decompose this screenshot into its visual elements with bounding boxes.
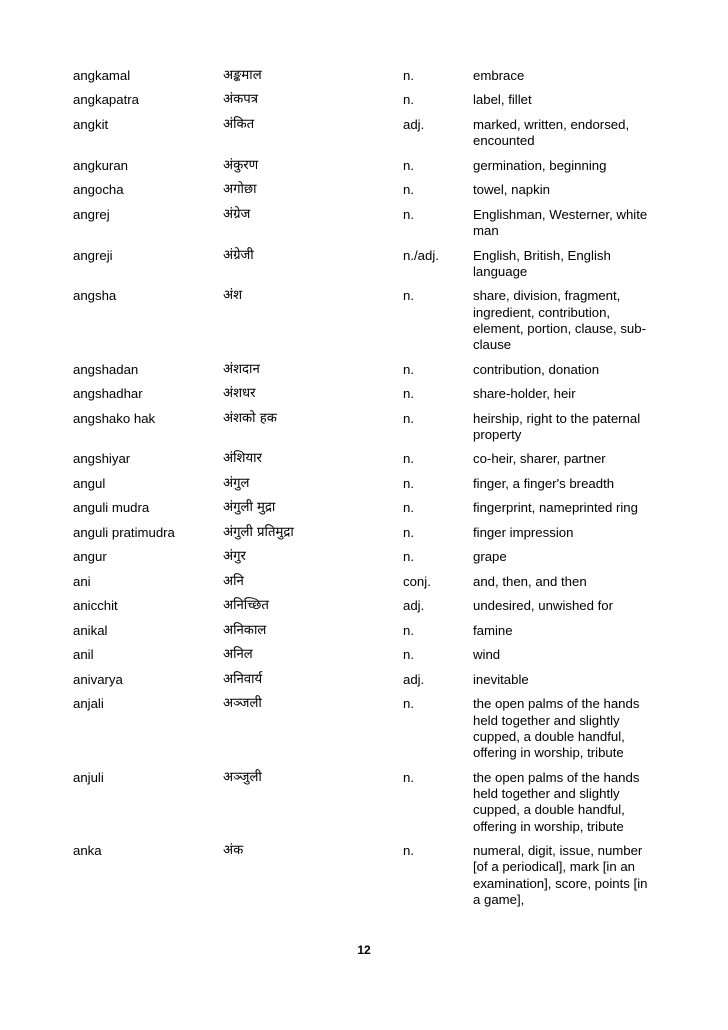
- entry-romanized: anguli mudra: [73, 500, 150, 516]
- entry-part-of-speech: adj.: [403, 671, 425, 687]
- entry-devanagari: अंशियार: [223, 451, 262, 467]
- entry-devanagari: अनिवार्य: [223, 671, 263, 687]
- entry-part-of-speech: n.: [403, 182, 414, 198]
- entry-devanagari: अनिच्छित: [223, 598, 269, 614]
- entry-romanized: angshadan: [73, 361, 139, 377]
- entry-romanized: anka: [73, 843, 102, 858]
- entry-romanized: anikal: [73, 622, 108, 638]
- entry-romanized: angocha: [73, 182, 124, 198]
- entry-devanagari: अंशधर: [223, 386, 256, 402]
- dictionary-entry: [73, 207, 663, 240]
- dictionary-entry: [73, 770, 663, 835]
- entry-romanized: anivarya: [73, 671, 123, 687]
- entry-definition: towel, napkin: [473, 182, 550, 198]
- entry-romanized: angkamal: [73, 68, 131, 83]
- entry-romanized: anjuli: [73, 769, 104, 785]
- entry-devanagari: अंशको हक: [223, 410, 277, 426]
- dictionary-entry: [73, 248, 663, 281]
- dictionary-entry: [73, 68, 663, 84]
- entry-part-of-speech: n.: [403, 524, 414, 540]
- dictionary-entry: [73, 598, 663, 614]
- entry-devanagari: अंग्रेजी: [223, 247, 254, 263]
- entry-definition: wind: [473, 647, 501, 663]
- entry-devanagari: अंगुली मुद्रा: [223, 500, 276, 516]
- entry-part-of-speech: adj.: [403, 116, 425, 132]
- entry-definition: grape: [473, 549, 507, 565]
- entry-definition: inevitable: [473, 671, 529, 687]
- entry-devanagari: अगोछा: [223, 182, 257, 198]
- entry-devanagari: अङ्कमाल: [223, 68, 262, 83]
- entry-part-of-speech: n.: [403, 475, 414, 491]
- entry-romanized: anicchit: [73, 598, 118, 614]
- entry-devanagari: अंशदान: [223, 361, 260, 377]
- entry-part-of-speech: n.: [403, 157, 414, 173]
- dictionary-entry: [73, 182, 663, 198]
- dictionary-entry: [73, 843, 663, 908]
- dictionary-entry: [73, 92, 663, 108]
- entry-part-of-speech: n.: [403, 288, 414, 304]
- entry-part-of-speech: conj.: [403, 573, 431, 589]
- entry-devanagari: अञ्जुली: [223, 769, 262, 785]
- entry-devanagari: अंगुर: [223, 549, 246, 565]
- dictionary-entry: [73, 500, 663, 516]
- entry-devanagari: अंगुल: [223, 475, 250, 491]
- entry-romanized: ani: [73, 573, 91, 589]
- entry-part-of-speech: n.: [403, 68, 414, 83]
- entry-definition: famine: [473, 622, 513, 638]
- entry-part-of-speech: n.: [403, 647, 414, 663]
- entry-part-of-speech: n.: [403, 696, 414, 712]
- entry-definition: fingerprint, nameprinted ring: [473, 500, 638, 516]
- entry-part-of-speech: n.: [403, 410, 414, 426]
- entry-definition: Englishman, Westerner, white man: [473, 206, 648, 239]
- entry-definition: germination, beginning: [473, 157, 607, 173]
- dictionary-entry: [73, 117, 663, 150]
- dictionary-entry: [73, 574, 663, 590]
- page-number: 12: [357, 943, 371, 957]
- entry-romanized: anil: [73, 647, 94, 663]
- entry-part-of-speech: n.: [403, 549, 414, 565]
- entry-romanized: angreji: [73, 247, 113, 263]
- entry-definition: English, British, English language: [473, 247, 611, 279]
- entry-romanized: anguli pratimudra: [73, 524, 175, 540]
- dictionary-entry: [73, 288, 663, 353]
- entry-devanagari: अनिकाल: [223, 622, 267, 638]
- dictionary-entry: [73, 362, 663, 378]
- dictionary-entry: [73, 672, 663, 688]
- entry-definition: share-holder, heir: [473, 386, 576, 402]
- entry-part-of-speech: n.: [403, 843, 414, 858]
- entry-definition: share, division, fragment, ingredient, contribution, element, portion, clause, sub-clause: [473, 288, 646, 353]
- entry-romanized: angshako hak: [73, 410, 156, 426]
- entry-devanagari: अंग्रेज: [223, 206, 251, 222]
- entry-definition: the open palms of the hands held together and slightly cupped, a double handful, offering in worship, tribute: [473, 696, 640, 761]
- dictionary-entry: [73, 647, 663, 663]
- entry-devanagari: अनि: [223, 573, 244, 589]
- entry-part-of-speech: n.: [403, 92, 414, 108]
- entry-romanized: angkapatra: [73, 92, 139, 108]
- dictionary-entries: [73, 68, 663, 916]
- dictionary-entry: [73, 451, 663, 467]
- entry-definition: label, fillet: [473, 92, 532, 108]
- dictionary-entry: [73, 411, 663, 444]
- entry-romanized: angshiyar: [73, 451, 131, 467]
- entry-definition: contribution, donation: [473, 361, 600, 377]
- dictionary-entry: [73, 623, 663, 639]
- entry-part-of-speech: n.: [403, 206, 414, 222]
- entry-romanized: angkit: [73, 116, 109, 132]
- entry-romanized: angul: [73, 475, 106, 491]
- entry-devanagari: अंश: [223, 288, 243, 304]
- entry-definition: numeral, digit, issue, number [of a periodical], mark [in an examination], score, points [in a game],: [473, 843, 648, 907]
- entry-part-of-speech: adj.: [403, 598, 425, 614]
- entry-definition: finger impression: [473, 524, 574, 540]
- dictionary-entry: [73, 696, 663, 761]
- entry-romanized: angshadhar: [73, 386, 143, 402]
- entry-definition: finger, a finger's breadth: [473, 475, 615, 491]
- entry-romanized: angrej: [73, 206, 110, 222]
- entry-romanized: anjali: [73, 696, 104, 712]
- entry-part-of-speech: n.: [403, 769, 414, 785]
- entry-devanagari: अंक: [223, 843, 244, 858]
- entry-part-of-speech: n.: [403, 622, 414, 638]
- entry-definition: the open palms of the hands held together and slightly cupped, a double handful, offering in worship, tribute: [473, 769, 640, 834]
- entry-devanagari: अंकित: [223, 116, 255, 132]
- entry-romanized: angkuran: [73, 157, 128, 173]
- entry-romanized: angur: [73, 549, 107, 565]
- entry-part-of-speech: n.: [403, 451, 414, 467]
- entry-devanagari: अंकपत्र: [223, 92, 258, 108]
- entry-romanized: angsha: [73, 288, 117, 304]
- entry-devanagari: अनिल: [223, 647, 253, 663]
- entry-part-of-speech: n.: [403, 361, 414, 377]
- entry-definition: undesired, unwished for: [473, 598, 614, 614]
- dictionary-entry: [73, 158, 663, 174]
- entry-definition: and, then, and then: [473, 573, 587, 589]
- entry-devanagari: अञ्जली: [223, 696, 262, 712]
- dictionary-entry: [73, 525, 663, 541]
- entry-devanagari: अंगुली प्रतिमुद्रा: [223, 524, 294, 540]
- entry-definition: embrace: [473, 68, 525, 83]
- entry-part-of-speech: n.: [403, 386, 414, 402]
- dictionary-entry: [73, 549, 663, 565]
- entry-devanagari: अंकुरण: [223, 157, 259, 173]
- entry-part-of-speech: n.: [403, 500, 414, 516]
- entry-definition: co-heir, sharer, partner: [473, 451, 606, 467]
- entry-definition: marked, written, endorsed, encounted: [473, 116, 630, 149]
- dictionary-entry: [73, 386, 663, 402]
- entry-definition: heirship, right to the paternal property: [473, 410, 641, 442]
- entry-part-of-speech: n./adj.: [403, 247, 439, 263]
- dictionary-entry: [73, 476, 663, 492]
